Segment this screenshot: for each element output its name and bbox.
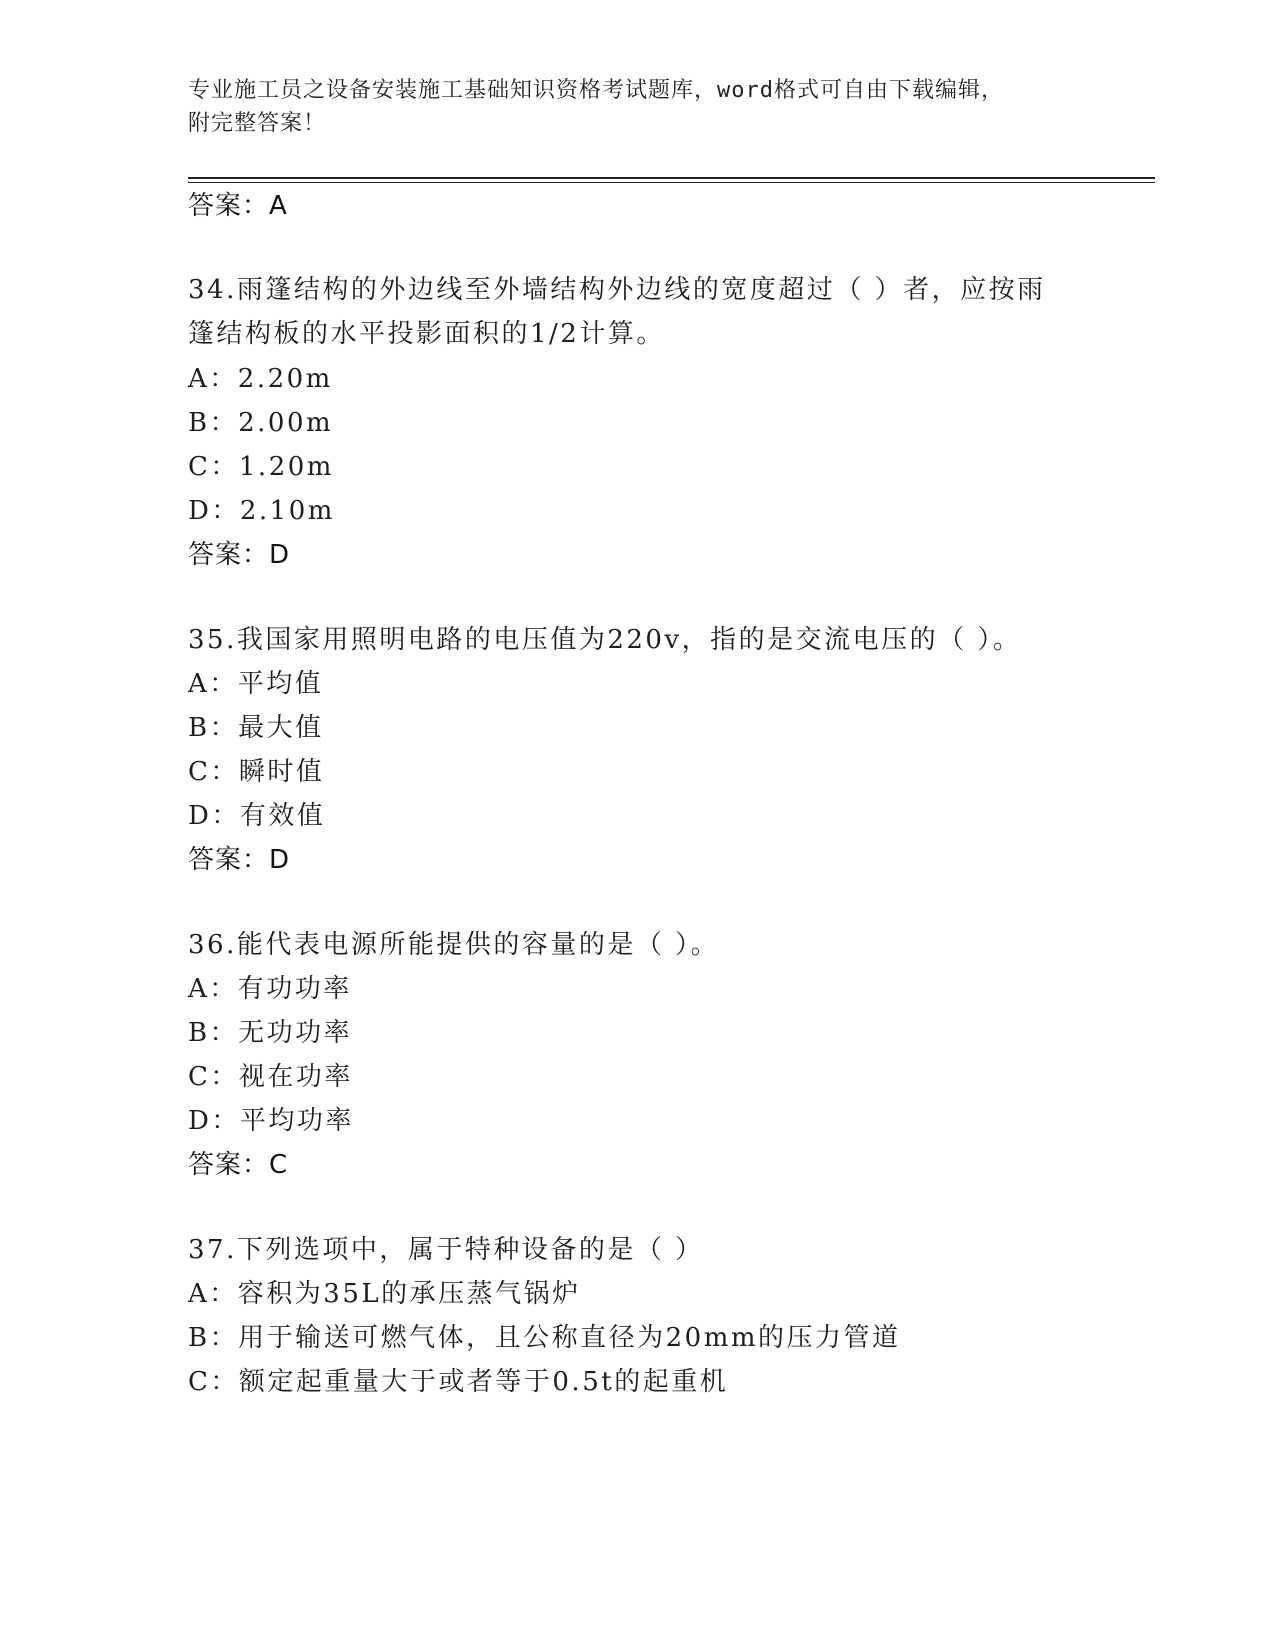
header-line-1: 专业施工员之设备安装施工基础知识资格考试题库，word格式可自由下载编辑，	[188, 78, 1004, 103]
q36-text-line-1: 36.能代表电源所能提供的容量的是（ ）。	[188, 930, 720, 960]
header-divider-thick	[188, 177, 1155, 179]
header-divider-thin	[188, 182, 1155, 183]
q37-text-line-1: 37.下列选项中，属于特种设备的是（ ）	[188, 1235, 704, 1265]
q37-option-b: B：用于输送可燃气体，且公称直径为20mm的压力管道	[188, 1323, 901, 1353]
q35-option-b: B：最大值	[188, 713, 324, 743]
q35-option-a: A：平均值	[188, 669, 324, 699]
previous-answer: 答案：A	[188, 191, 288, 221]
q36-option-c: C：视在功率	[188, 1062, 353, 1092]
header-line-2: 附完整答案！	[188, 111, 327, 136]
q35-answer: 答案：D	[188, 845, 291, 875]
q36-option-a: A：有功功率	[188, 974, 352, 1004]
q34-option-b: B：2.00m	[188, 408, 334, 438]
q34-text-line-2: 篷结构板的水平投影面积的1/2计算。	[188, 319, 665, 349]
q37-option-a: A：容积为35L的承压蒸气锅炉	[188, 1279, 581, 1309]
q36-answer: 答案：C	[188, 1150, 289, 1180]
document-header	[188, 74, 1088, 140]
q36-option-b: B：无功功率	[188, 1018, 353, 1048]
q35-text-line-1: 35.我国家用照明电路的电压值为220v，指的是交流电压的（ ）。	[188, 625, 1022, 655]
q34-option-c: C：1.20m	[188, 452, 334, 482]
q37-option-c: C：额定起重量大于或者等于0.5t的起重机	[188, 1367, 729, 1397]
q35-option-d: D：有效值	[188, 801, 326, 831]
q34-text-line-1: 34.雨篷结构的外边线至外墙结构外边线的宽度超过（ ）者，应按雨	[188, 275, 1046, 305]
q34-answer: 答案：D	[188, 540, 291, 570]
q35-option-c: C：瞬时值	[188, 757, 325, 787]
q34-option-a: A：2.20m	[188, 364, 333, 394]
q36-option-d: D：平均功率	[188, 1106, 354, 1136]
q34-option-d: D：2.10m	[188, 496, 335, 526]
